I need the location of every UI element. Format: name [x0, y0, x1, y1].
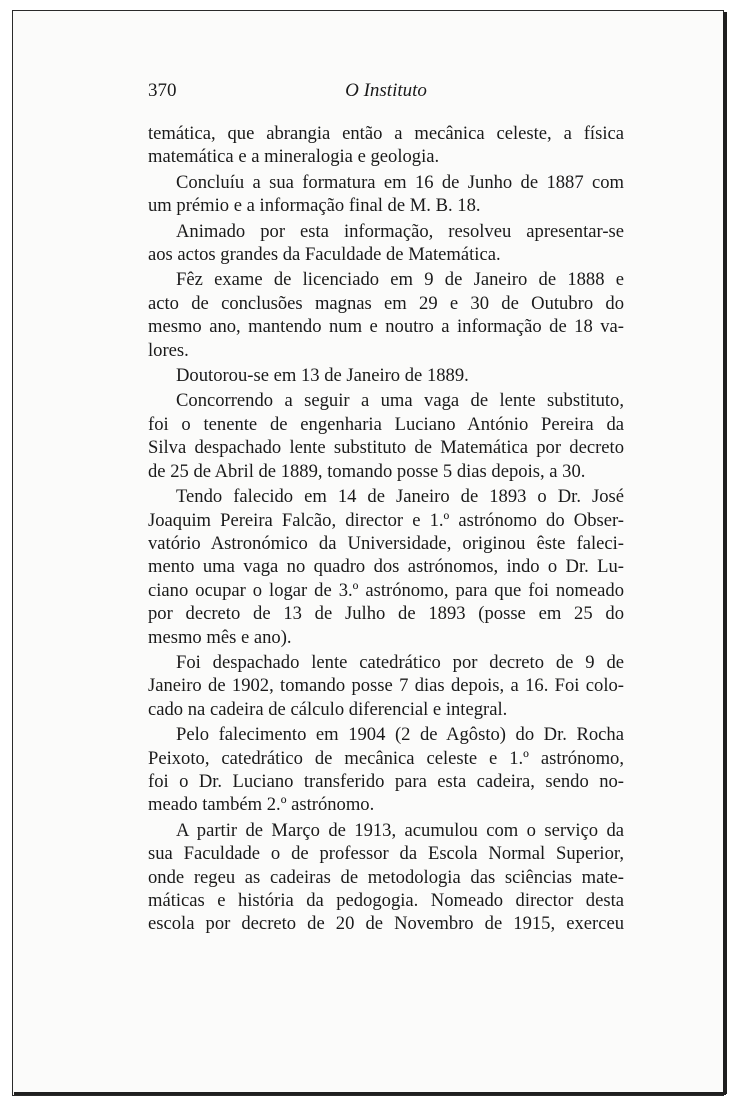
paragraph — [148, 485, 624, 649]
text-line: foi o Dr. Luciano transferido para esta cadeira, sendo no- — [148, 770, 624, 792]
page-header — [148, 80, 624, 106]
paragraph — [148, 122, 624, 169]
text-line: foi o tenente de engenharia Luciano António Pereira da — [148, 413, 624, 435]
paragraph — [148, 651, 624, 721]
text-line: sua Faculdade o de professor da Escola Normal Superior, — [148, 843, 624, 865]
text-line: de 25 de Abril de 1889, tomando posse 5 dias depois, a 30. — [148, 460, 586, 482]
text-line: Fêz exame de licenciado em 9 de Janeiro de 1888 e — [176, 269, 624, 291]
text-line: um prémio e a informação final de M. B. 18. — [148, 195, 481, 217]
text-line: Foi despachado lente catedrático por decreto de 9 de — [176, 651, 624, 673]
page-edge-shadow — [723, 12, 727, 1094]
text-line: temática, que abrangia então a mecânica celeste, a física — [148, 123, 624, 144]
page-number: 370 — [148, 80, 177, 101]
text-line: Joaquim Pereira Falcão, director e 1.º astrónomo do Obser- — [148, 509, 624, 531]
text-line: Concluíu a sua formatura em 16 de Junho de 1887 com — [176, 171, 624, 193]
running-title: O Instituto — [345, 80, 427, 101]
text-line: matemática e a mineralogia e geologia. — [148, 146, 440, 168]
text-line: mesmo ano, mantendo num e noutro a informação de 18 va- — [148, 316, 624, 338]
text-line: mento uma vaga no quadro dos astrónomos, indo o Dr. Lu- — [148, 556, 624, 578]
paragraph — [148, 364, 624, 387]
text-line: Pelo falecimento em 1904 (2 de Agôsto) do Dr. Rocha — [176, 724, 624, 746]
paragraph — [148, 268, 624, 362]
text-line: máticas e história da pedogogia. Nomeado director desta — [148, 890, 624, 911]
text-line: A partir de Março de 1913, acumulou com o serviço da — [176, 819, 624, 841]
paragraph — [148, 220, 624, 267]
text-line: aos actos grandes da Faculdade de Matemática. — [148, 244, 501, 266]
paragraph — [148, 819, 624, 936]
paragraph — [148, 171, 624, 218]
text-line: Concorrendo a seguir a uma vaga de lente substituto, — [176, 390, 624, 412]
text-line: acto de conclusões magnas em 29 e 30 de Outubro do — [148, 292, 624, 314]
text-line: onde regeu as cadeiras de metodologia das sciências mate- — [148, 866, 624, 888]
text-line: Peixoto, catedrático de mecânica celeste e 1.º astrónomo, — [148, 747, 624, 769]
text-line: cado na cadeira de cálculo diferencial e integral. — [148, 698, 508, 720]
text-line: escola por decreto de 20 de Novembro de 1915, exerceu — [148, 913, 624, 935]
text-line: mesmo mês e ano). — [148, 626, 292, 648]
body-text — [148, 122, 624, 938]
text-line: meado também 2.º astrónomo. — [148, 794, 375, 816]
text-line: por decreto de 13 de Julho de 1893 (posse em 25 do — [148, 603, 624, 625]
text-line: Janeiro de 1902, tomando posse 7 dias depois, a 16. Foi colo- — [148, 675, 624, 697]
text-line: Tendo falecido em 14 de Janeiro de 1893 o Dr. José — [176, 486, 624, 508]
text-line: vatório Astronómico da Universidade, originou êste faleci- — [148, 532, 624, 554]
text-line: Doutorou-se em 13 de Janeiro de 1889. — [176, 365, 469, 387]
text-line: Silva despachado lente substituto de Matemática por decreto — [148, 437, 624, 459]
paragraph — [148, 389, 624, 483]
text-line: Animado por esta informação, resolveu apresentar-se — [176, 220, 624, 242]
text-line: ciano ocupar o logar de 3.º astrónomo, para que foi nomeado — [148, 579, 624, 601]
page-edge-shadow-bottom — [14, 1092, 726, 1095]
text-line: lores. — [148, 339, 189, 361]
paragraph — [148, 723, 624, 817]
